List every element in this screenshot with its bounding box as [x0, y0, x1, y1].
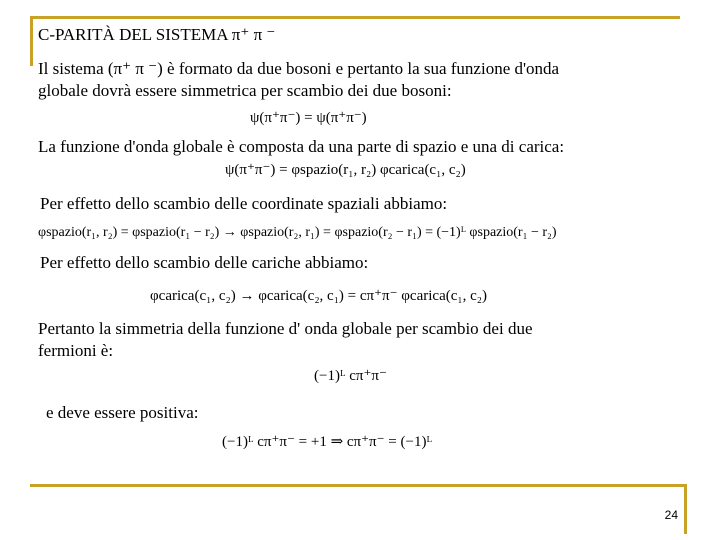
frame-top-rule: [30, 16, 680, 19]
frame-bottom-rule: [30, 484, 687, 487]
paragraph-4: Per effetto dello scambio delle cariche abbiamo:: [40, 253, 369, 272]
paragraph-3: Per effetto dello scambio delle coordinate spaziali abbiamo:: [40, 194, 448, 213]
paragraph-6: e deve essere positiva:: [46, 403, 199, 422]
paragraph-1-line-1: Il sistema (π⁺ π ⁻) è formato da due bosoni e pertanto la sua funzione d'onda: [38, 59, 560, 78]
paragraph-2: La funzione d'onda globale è composta da una parte di spazio e una di carica:: [38, 137, 565, 156]
equation-global-symmetry: (−1)ᴸ cπ⁺π⁻: [314, 368, 387, 384]
equation-c-parity-result: (−1)ᴸ cπ⁺π⁻ = +1 ⇒ cπ⁺π⁻ = (−1)ᴸ: [222, 434, 433, 450]
frame-left-rule: [30, 16, 33, 66]
frame-right-rule: [684, 484, 687, 534]
equation-symmetry: ψ(π⁺π⁻) = ψ(π⁺π⁻): [250, 110, 367, 126]
equation-charge-exchange: φcarica(c₁, c₂) → φcarica(c₂, c₁) = cπ⁺π⁻ φcarica(c₁, c₂): [150, 288, 487, 304]
equation-wavefunction-decomposition: ψ(π⁺π⁻) = φspazio(r₁, r₂) φcarica(c₁, c₂): [225, 162, 466, 178]
slide-title: C-PARITÀ DEL SISTEMA π⁺ π ⁻: [38, 25, 276, 44]
paragraph-5-line-2: fermioni è:: [38, 341, 114, 360]
page-number: 24: [664, 508, 678, 522]
paragraph-5-line-1: Pertanto la simmetria della funzione d' onda globale per scambio dei due: [38, 319, 533, 338]
equation-spatial-exchange: φspazio(r₁, r₂) = φspazio(r₁ − r₂) → φspazio(r₂, r₁) = φspazio(r₂ − r₁) = (−1)ᴸ φspazio(r₁ − r₂): [38, 225, 557, 240]
paragraph-1-line-2: globale dovrà essere simmetrica per scambio dei due bosoni:: [38, 81, 452, 100]
